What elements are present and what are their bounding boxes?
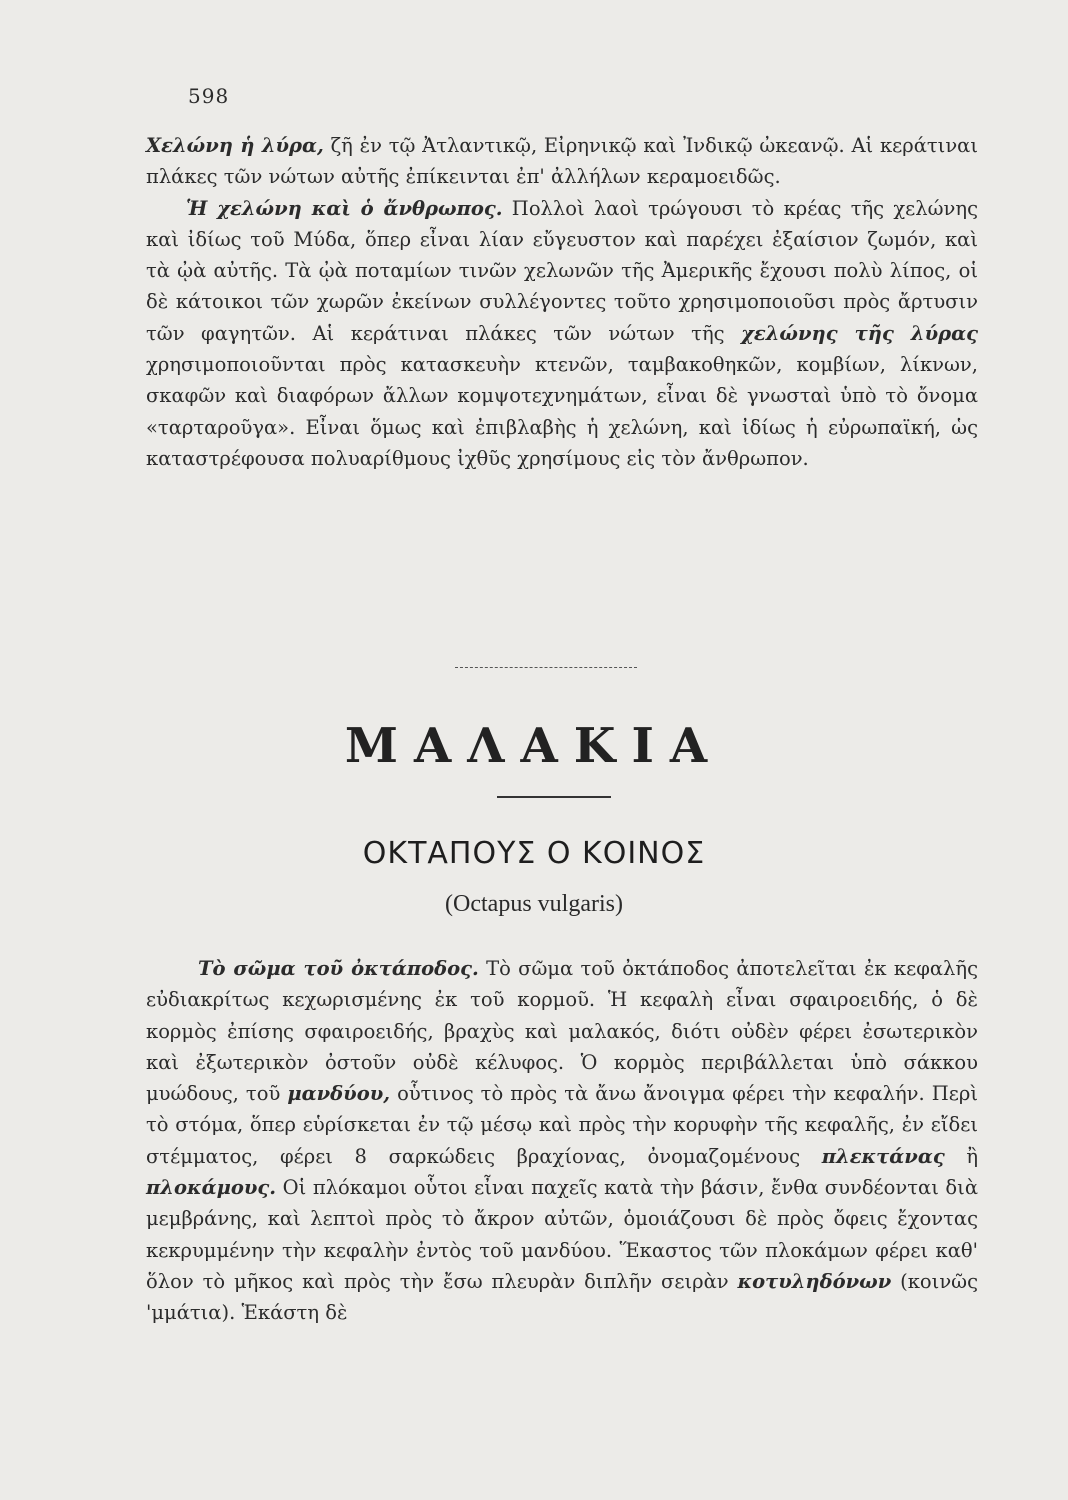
species-title: ΟΚΤΑΠΟΥΣ Ο ΚΟΙΝΟΣ (362, 836, 706, 871)
section-turtle-lyre (146, 130, 978, 474)
chapter-title: ΜΑΛΑΚΙΑ (344, 718, 724, 774)
section-heading: Ἡ χελώνη καὶ ὁ ἄνθρωπος. (186, 196, 503, 220)
section-octopus-body (146, 953, 978, 1329)
paragraph-text: Πολλοὶ λαοὶ τρώγουσι τὸ κρέας τῆς χελώνης καὶ ἰδίως τοῦ Μύδα, ὅπερ εἶναι λίαν εὔγευστον καὶ παρέχει ἐξαίσιον ζωμόν, καὶ τὰ ᾠὰ αὐτῆς. Τὰ ᾠὰ ποταμίων τινῶν χελωνῶν τῆς Ἀμερικῆς ἔχουσι πολὺ λίπος, οἱ δὲ κάτοικοι τῶν χωρῶν ἐκείνων συλλέγοντες τοῦτο χρησιμοποιοῦσι πρὸς ἄρτυσιν τῶν φαγητῶν. Αἱ κεράτιναι πλάκες τῶν νώτων τῆς (146, 196, 978, 345)
term-mantle: μανδύου, (287, 1082, 391, 1106)
species-latin-name: (Octapus vulgaris) (445, 891, 623, 917)
term-lyre-turtle: Χελώνη ἡ λύρα, (146, 134, 324, 157)
paragraph-text: (κοινῶς 'μμάτια). Ἑκάστη δὲ (146, 1269, 978, 1325)
page-number: 598 (188, 84, 230, 108)
paragraph-text: οὗτινος τὸ πρὸς τὰ ἄνω ἄνοιγμα φέρει τὴν κεφαλήν. Περὶ τὸ στόμα, ὅπερ εὑρίσκεται ἐν τῷ μέσῳ καὶ πρὸς τὴν κορυφὴν τῆς κεφαλῆς, ἐν εἴδει στέμματος, φέρει 8 σαρκώδεις βραχίονας, ὀνομαζομένους (146, 1082, 978, 1168)
term-suckers: κοτυληδόνων (737, 1269, 892, 1293)
paragraph-text: χρησιμοποιοῦνται πρὸς κατασκευὴν κτενῶν, ταμβακοθηκῶν, κομβίων, λίκνων, σκαφῶν καὶ διαφόρων ἄλλων κομψοτεχνημάτων, εἶναι δὲ γνωσταὶ ὑπὸ τὸ ὄνομα «ταρταροῦγα». Εἶναι ὅμως καὶ ἐπιβλαβὴς ἡ χελώνη, καὶ ἰδίως ἡ εὐρωπαϊκή, ὡς καταστρέφουσα πολυαρίθμους ἰχθῦς χρησίμους εἰς τὸν ἄνθρωπον. (146, 353, 978, 470)
paragraph-text: Οἱ πλόκαμοι οὗτοι εἶναι παχεῖς κατὰ τὴν βάσιν, ἔνθα συνδέονται διὰ μεμβράνης, καὶ λεπτοὶ πρὸς τὸ ἄκρον αὐτῶν, ὁμοιάζουσι δὲ πρὸς ὄφεις ἔχοντας κεκρυμμένην τὴν κεφαλὴν ἐντὸς τοῦ μανδύου. Ἕκαστος τῶν πλοκάμων φέρει καθ' ὅλον τὸ μῆκος καὶ πρὸς τὴν ἔσω πλευρὰν διπλῆν σειρὰν (146, 1176, 978, 1293)
paragraph-text: Τὸ σῶμα τοῦ ὀκτάποδος ἀποτελεῖται ἐκ κεφαλῆς εὐδιακρίτως κεχωρισμένης ἐκ τοῦ κορμοῦ. Ἡ κεφαλὴ εἶναι σφαιροειδής, ὁ δὲ κορμὸς ἐπίσης σφαιροειδής, βραχὺς καὶ μαλακός, διότι οὐδὲν φέρει ἐσωτερικὸν καὶ ἐξωτερικὸν ὀστοῦν οὐδὲ κέλυφος. Ὁ κορμὸς περιβάλλεται ὑπὸ σάκκου μυώδους, τοῦ (146, 957, 979, 1106)
paragraph-text: ἢ (944, 1144, 978, 1168)
paragraph-lyre-turtle (146, 130, 978, 193)
title-underline (497, 796, 611, 798)
term-arms: πλεκτάνας (821, 1144, 945, 1168)
term-bold: χελώνης τῆς λύρας (741, 321, 978, 345)
paragraph-turtle-and-man (146, 193, 978, 475)
paragraph-text: ζῆ ἐν τῷ Ἀτλαντικῷ, Εἰρηνικῷ καὶ Ἰνδικῷ ὠκεανῷ. Αἱ κεράτιναι πλάκες τῶν νώτων αὐτῆς ἐπίκεινται ἐπ' ἀλλήλων κεραμοειδῶς. (146, 134, 978, 189)
section-divider (455, 667, 637, 668)
term-tentacles: πλοκάμους. (146, 1176, 277, 1200)
paragraph-octopus-body (146, 953, 978, 1329)
section-heading: Τὸ σῶμα τοῦ ὀκτάποδος. (198, 957, 479, 980)
